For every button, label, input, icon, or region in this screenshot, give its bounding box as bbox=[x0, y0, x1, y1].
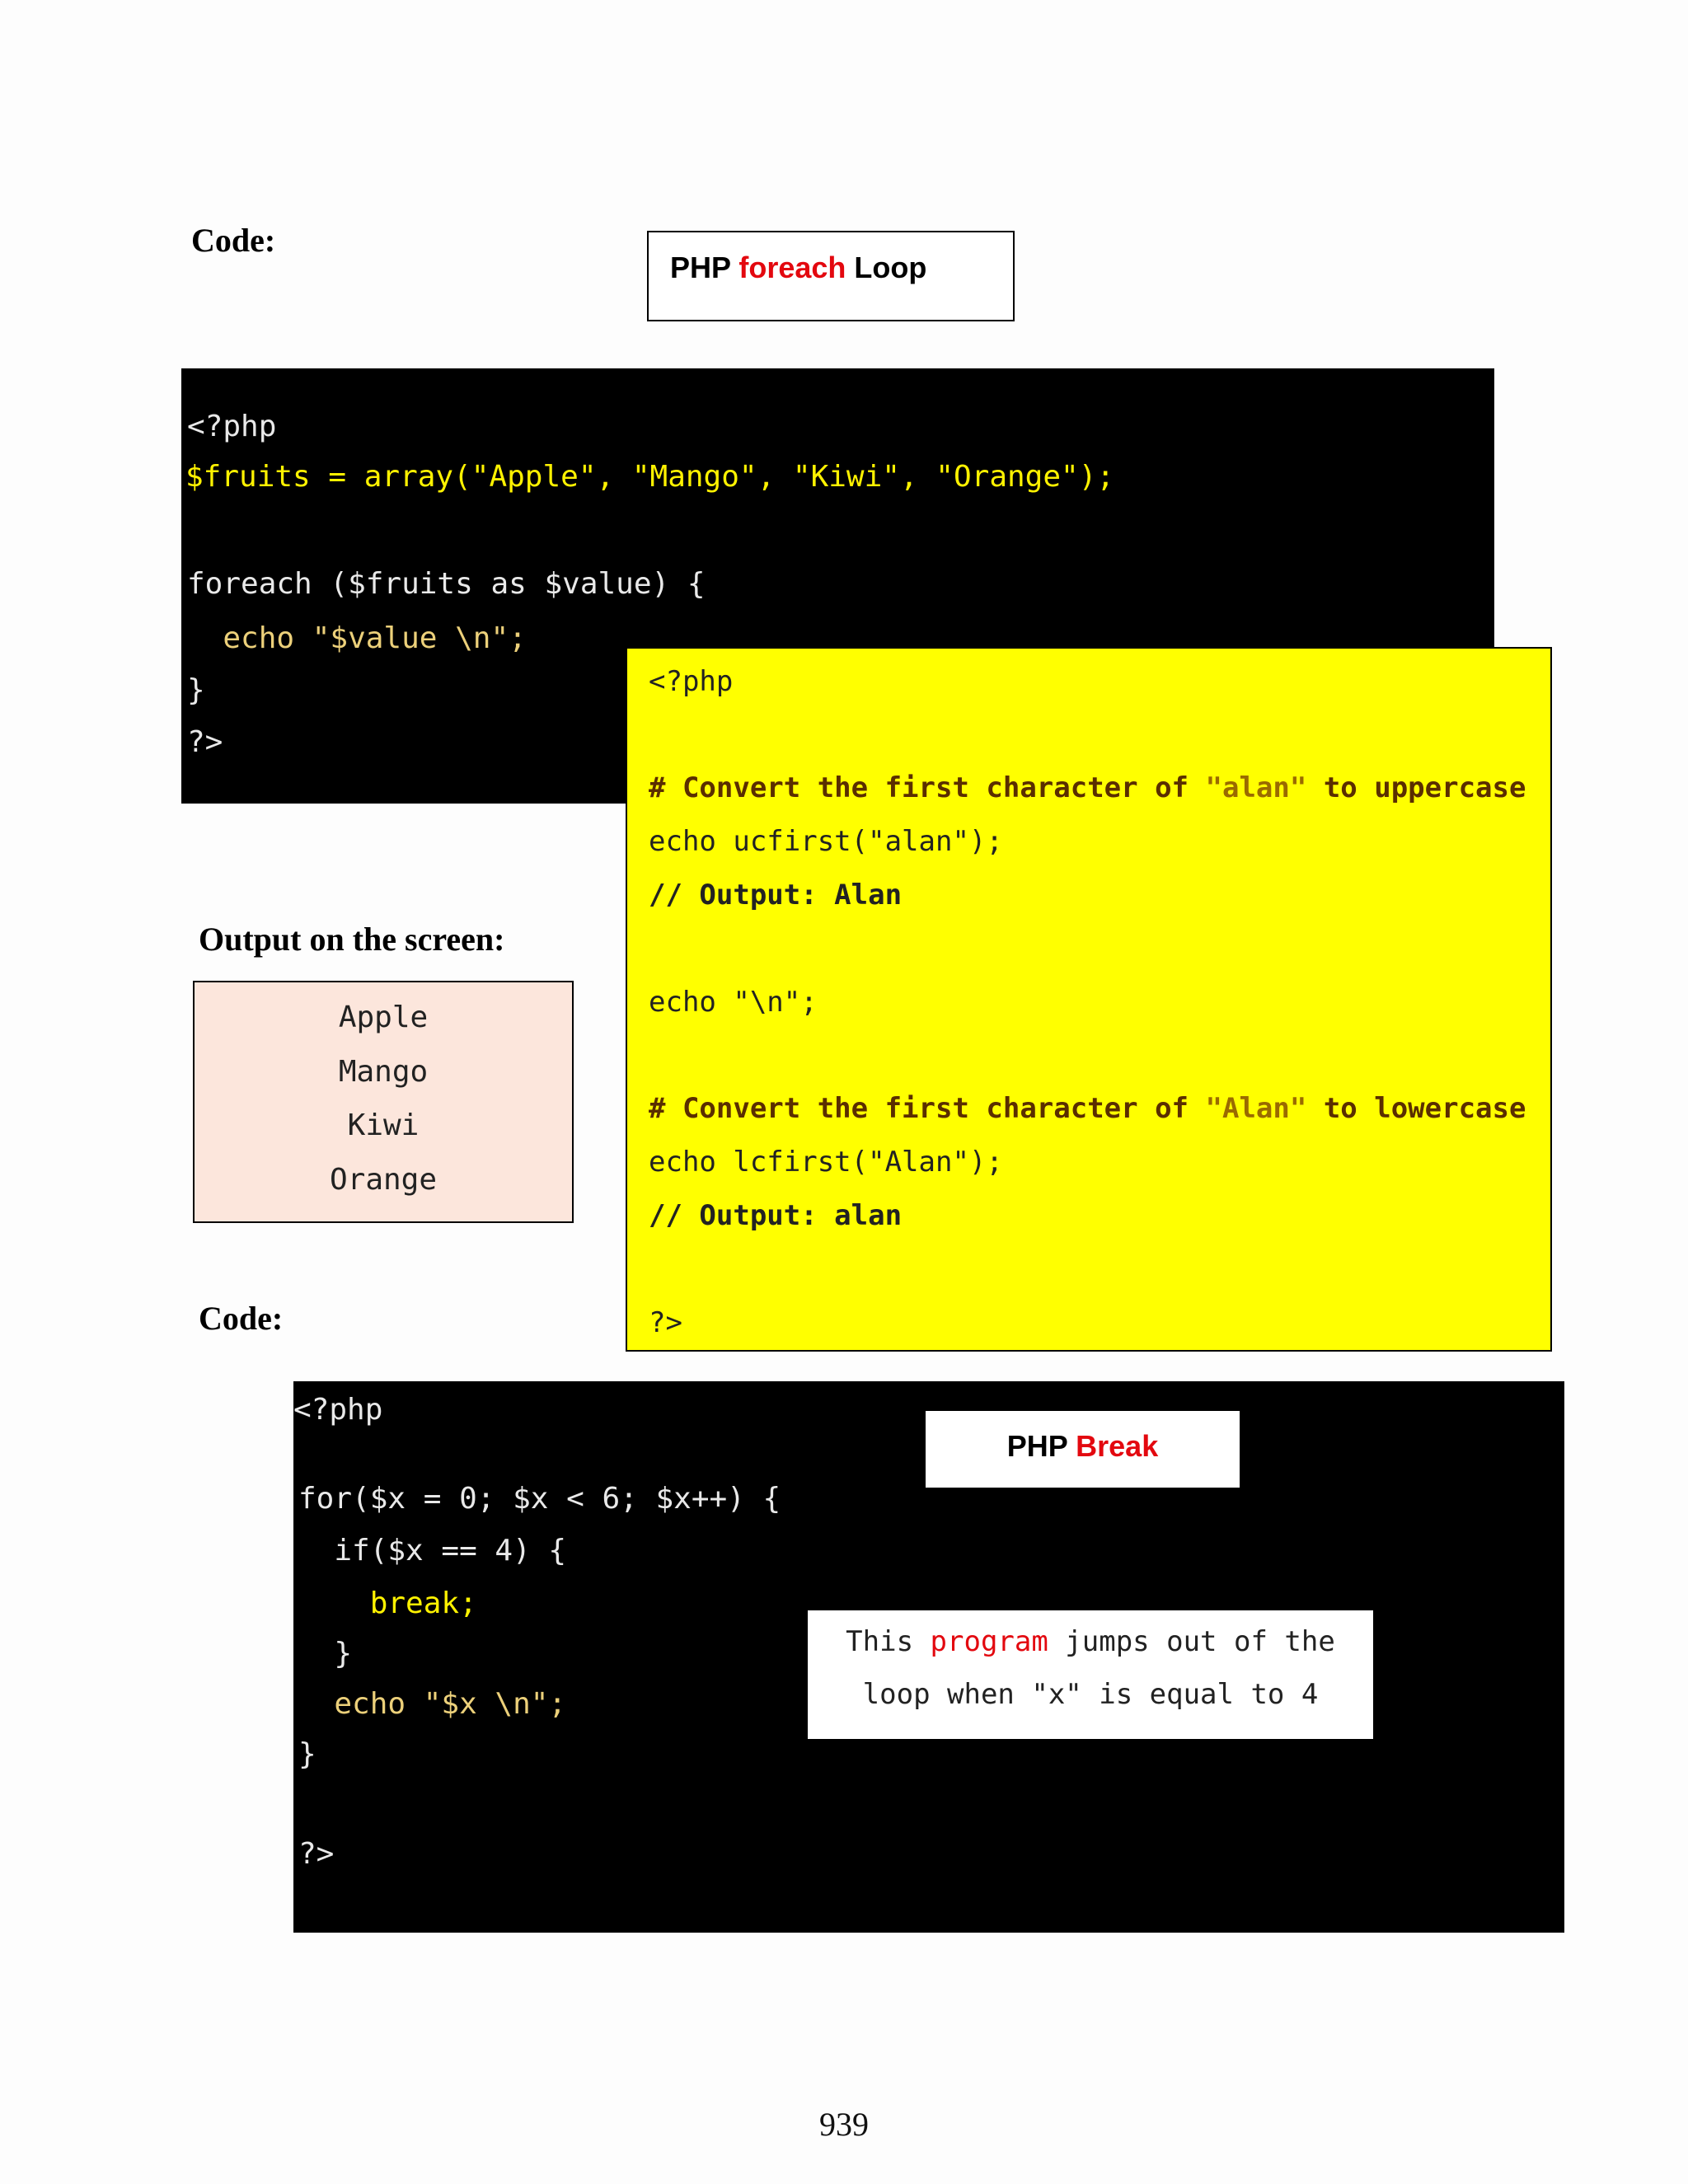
code-line: <?php bbox=[187, 410, 277, 443]
section-label-code: Code: bbox=[191, 222, 276, 259]
output-item: Apple bbox=[338, 1001, 429, 1034]
output-item: Kiwi bbox=[347, 1108, 420, 1142]
foreach-title: PHP foreach Loop bbox=[670, 251, 927, 284]
code-line: break; bbox=[298, 1586, 477, 1620]
code-line: ?> bbox=[298, 1837, 335, 1871]
code-line: ?> bbox=[649, 1306, 682, 1339]
code-comment: # Convert the first character of "Alan" to lowercase bbox=[649, 1092, 1526, 1125]
note-line: This program jumps out of the bbox=[846, 1625, 1335, 1658]
code-line: ?> bbox=[187, 725, 223, 759]
code-line: echo "$x \n"; bbox=[298, 1687, 567, 1721]
output-box bbox=[193, 981, 574, 1223]
code-line: for($x = 0; $x < 6; $x++) { bbox=[298, 1482, 781, 1516]
code-line: echo "\n"; bbox=[649, 986, 818, 1019]
output-item: Mango bbox=[338, 1055, 429, 1089]
code-comment: # Convert the first character of "alan" to uppercase bbox=[649, 771, 1526, 804]
code-line: } bbox=[187, 673, 205, 707]
code-line: echo lcfirst("Alan"); bbox=[649, 1146, 1003, 1179]
break-explanation-note bbox=[808, 1610, 1373, 1739]
code-line: } bbox=[298, 1737, 316, 1771]
break-code-block bbox=[293, 1381, 1564, 1933]
code-comment: // Output: Alan bbox=[649, 879, 903, 912]
code-line: foreach ($fruits as $value) { bbox=[187, 567, 706, 601]
code-line: echo "$value \n"; bbox=[187, 621, 527, 655]
code-line: <?php bbox=[649, 665, 734, 698]
output-item: Orange bbox=[329, 1163, 438, 1197]
code-line: } bbox=[298, 1637, 353, 1671]
note-line: loop when "x" is equal to 4 bbox=[862, 1678, 1319, 1711]
code-comment: // Output: alan bbox=[649, 1199, 903, 1232]
foreach-title-box bbox=[647, 231, 1015, 321]
section-label-code: Code: bbox=[199, 1300, 284, 1337]
break-title: PHP Break bbox=[1006, 1429, 1159, 1463]
code-line: echo ucfirst("alan"); bbox=[649, 825, 1003, 858]
section-label-output: Output on the screen: bbox=[199, 921, 505, 958]
code-line: if($x == 4) { bbox=[298, 1534, 567, 1568]
code-line: $fruits = array("Apple", "Mango", "Kiwi", "Orange"); bbox=[185, 460, 1115, 494]
ucfirst-code-block bbox=[626, 647, 1552, 1352]
break-title-box bbox=[926, 1411, 1240, 1488]
page-number: 939 bbox=[819, 2106, 869, 2143]
code-line: <?php bbox=[293, 1393, 383, 1427]
